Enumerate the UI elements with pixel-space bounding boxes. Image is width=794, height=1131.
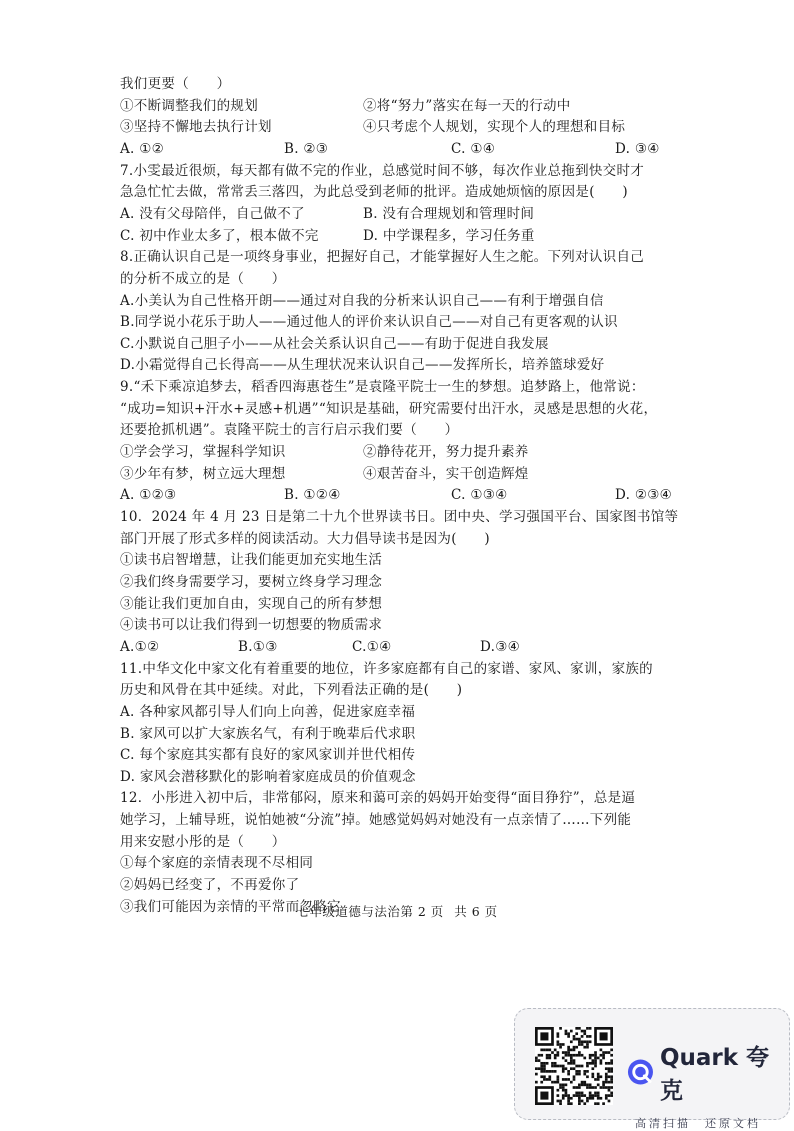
line-text: 部门开展了形式多样的阅读活动。大力倡导读书是因为( )	[120, 530, 490, 547]
footer-total-pages: 共 6 页	[454, 904, 498, 919]
option-text: A.①②	[120, 638, 160, 655]
line-text: 7.小雯最近很烦，每天都有做不完的作业，总感觉时间不够，每次作业总拖到快交时才	[120, 162, 645, 179]
line-text: 12．小彤进入初中后，非常郁闷，原来和蔼可亲的妈妈开始变得“面目狰狞”，总是逼	[120, 790, 636, 807]
text-line	[120, 421, 680, 439]
text-line	[120, 162, 680, 180]
text-line	[120, 746, 680, 764]
option-text: C. ①④	[451, 140, 496, 157]
option-text: D. 中学课程多，学习任务重	[363, 227, 535, 244]
text-line	[120, 140, 680, 158]
option-text: D.③④	[480, 638, 521, 655]
footer-page-number: 七年级道德与法治第 2 页	[296, 904, 444, 919]
option-text: C.①④	[352, 638, 392, 655]
line-text: 用来安慰小彤的是（ ）	[120, 833, 286, 850]
text-line	[120, 227, 680, 245]
line-text: ③能让我们更加自由，实现自己的所有梦想	[120, 595, 383, 612]
text-line	[120, 573, 680, 591]
line-text: 9.“禾下乘凉追梦去，稻香四海惠苍生”是袁隆平院士一生的梦想。追梦路上，他常说：	[120, 379, 645, 396]
text-line	[120, 638, 680, 656]
line-text: D. 家风会潜移默化的影响着家庭成员的价值观念	[120, 768, 416, 785]
brand-tagline: 高清扫描 还原文档	[635, 1117, 761, 1130]
line-text: A.小美认为自己性格开朗——通过对自我的分析来认识自己——有利于增强自信	[120, 292, 604, 309]
text-line	[120, 876, 680, 894]
line-text: 的分析不成立的是（ ）	[120, 270, 286, 287]
text-line	[120, 551, 680, 569]
line-text: ①每个家庭的亲情表现不尽相同	[120, 855, 314, 872]
line-text: 还要抢抓机遇”。袁隆平院士的言行启示我们要（ ）	[120, 422, 459, 439]
text-line	[120, 833, 680, 851]
option-text: A. ①②③	[120, 487, 177, 504]
option-text: ①学会学习，掌握科学知识	[120, 444, 286, 461]
text-line	[120, 789, 680, 807]
line-text: “成功=知识+汗水+灵感+机遇”“知识是基础，研究需要付出汗水，灵感是思想的火花，	[120, 400, 658, 417]
text-line	[120, 97, 680, 115]
line-text: 10．2024 年 4 月 23 日是第二十九个世界读书日。团中央、学习强国平台、国家图书馆等	[120, 509, 679, 525]
line-text: 11.中华文化中家文化有着重要的地位，许多家庭都有自己的家谱、家风、家训，家族的	[120, 660, 653, 677]
option-text: B. 没有合理规划和管理时间	[363, 205, 535, 222]
text-line	[120, 400, 680, 418]
line-text: A. 各种家风都引导人们向上向善，促进家庭幸福	[120, 703, 416, 720]
text-line	[120, 75, 680, 93]
text-line	[120, 616, 680, 634]
text-line	[120, 118, 680, 136]
text-line	[120, 725, 680, 743]
line-text: ④读书可以让我们得到一切想要的物质需求	[120, 617, 383, 634]
text-line	[120, 595, 680, 613]
option-text: ③坚持不懈地去执行计划	[120, 119, 272, 136]
text-line	[120, 443, 680, 461]
option-text: ④艰苦奋斗，实干创造辉煌	[363, 465, 529, 482]
line-text: B. 家风可以扩大家族名气，有利于晚辈后代求职	[120, 725, 416, 742]
text-line	[120, 248, 680, 266]
text-line	[120, 378, 680, 396]
option-text: B. ②③	[284, 140, 329, 157]
text-line	[120, 335, 680, 353]
line-text: ②妈妈已经变了，不再爱你了	[120, 877, 300, 894]
text-line	[120, 183, 680, 201]
text-line	[120, 292, 680, 310]
text-line	[120, 660, 680, 678]
brand-name: Quark 夸克	[659, 1045, 770, 1104]
line-text: 8.正确认识自己是一项终身事业，把握好自己，才能掌握好人生之舵。下列对认识自己	[120, 249, 645, 266]
text-line	[120, 530, 680, 548]
line-text: 我们更要（ ）	[120, 76, 231, 92]
line-text: ②我们终身需要学习，要树立终身学习理念	[120, 573, 383, 590]
text-line	[120, 508, 680, 526]
brand-block	[627, 1039, 787, 1131]
line-text: B.同学说小花乐于助人——通过他人的评价来认识自己——对自己有更客观的认识	[120, 314, 618, 331]
text-line	[120, 205, 680, 223]
option-text: ①不断调整我们的规划	[120, 97, 258, 114]
text-line	[120, 703, 680, 721]
line-text: ③我们可能因为亲情的平常而忽略它	[120, 898, 341, 915]
text-line	[120, 681, 680, 699]
line-text: ①读书启智增慧，让我们能更加充实地生活	[120, 552, 383, 569]
option-text: B. ①②④	[284, 487, 341, 504]
line-text: C.小默说自己胆子小——从社会关系认识自己——有助于促进自我发展	[120, 335, 549, 352]
text-line	[120, 465, 680, 483]
line-text: 她学习，上辅导班，说怕她被“分流”掉。她感觉妈妈对她没有一点亲情了……下列能	[120, 812, 632, 829]
option-text: A. ①②	[120, 140, 165, 157]
option-text: D. ②③④	[615, 487, 673, 504]
line-text: 历史和风骨在其中延续。对此，下列看法正确的是( )	[120, 682, 463, 699]
option-text: D. ③④	[615, 140, 660, 157]
text-line	[120, 270, 680, 288]
option-text: C. 初中作业太多了，根本做不完	[120, 227, 319, 244]
line-text: C. 每个家庭其实都有良好的家风家训并世代相传	[120, 747, 416, 764]
option-text: ②将“努力”落实在每一天的行动中	[363, 97, 571, 114]
text-line	[120, 356, 680, 374]
quark-logo-icon	[627, 1058, 654, 1086]
line-text: 急急忙忙去做，常常丢三落四，为此总受到老师的批评。造成她烦恼的原因是( )	[120, 184, 628, 201]
option-text: C. ①③④	[451, 487, 508, 504]
quark-watermark[interactable]	[514, 1008, 790, 1130]
text-line	[120, 854, 680, 872]
option-text: ②静待花开，努力提升素养	[363, 444, 529, 461]
line-text: D.小霜觉得自己长得高——从生理状况来认识自己——发挥所长，培养篮球爱好	[120, 357, 605, 374]
option-text: B.①③	[238, 638, 278, 655]
text-line	[120, 313, 680, 331]
page-footer	[0, 902, 794, 920]
text-line	[120, 486, 680, 504]
option-text: ③少年有梦，树立远大理想	[120, 465, 286, 482]
option-text: ④只考虑个人规划，实现个人的理想和目标	[363, 119, 626, 136]
option-text: A. 没有父母陪伴，自己做不了	[120, 205, 305, 222]
text-line	[120, 768, 680, 786]
qr-code-icon	[535, 1027, 613, 1105]
text-line	[120, 811, 680, 829]
